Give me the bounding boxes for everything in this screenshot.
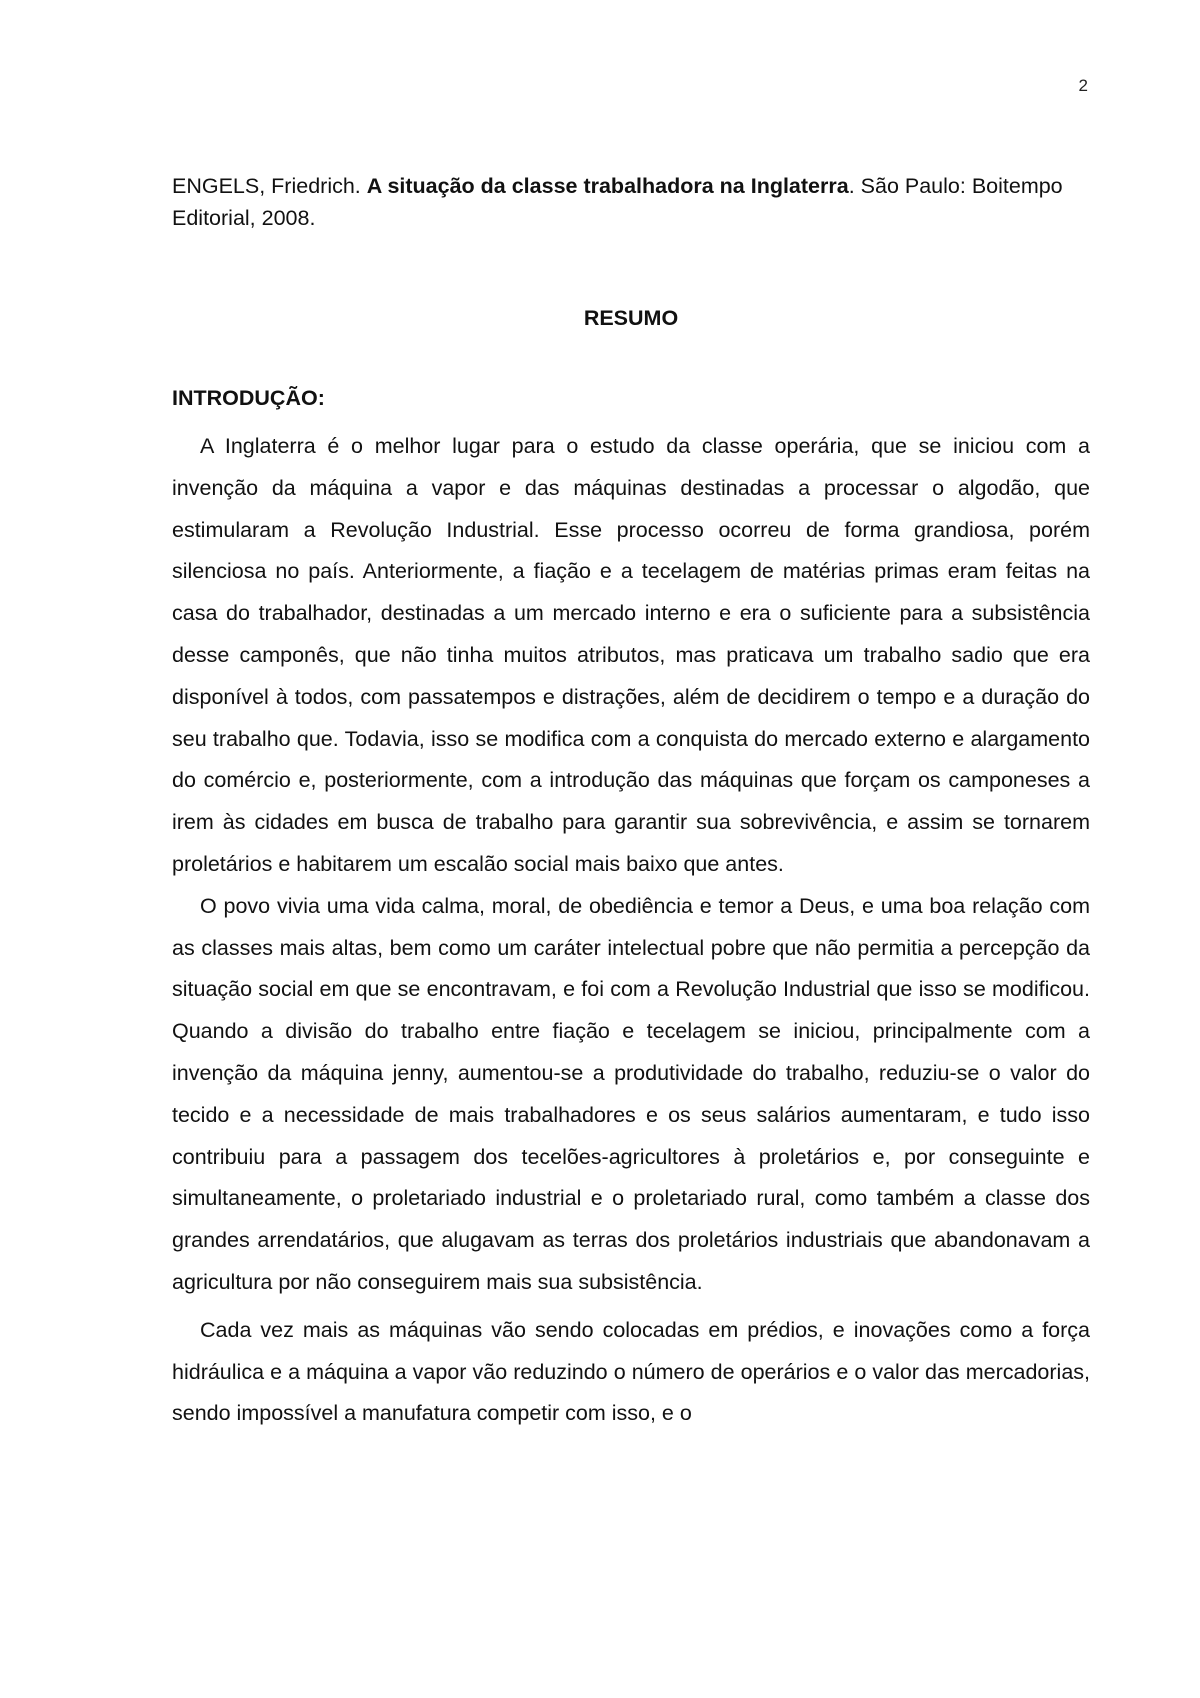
document-body [172, 170, 1090, 1435]
reference-title: A situação da classe trabalhadora na Inglaterra [366, 174, 849, 198]
document-title: RESUMO [583, 306, 679, 330]
bibliographic-reference [172, 170, 1090, 234]
reference-author: ENGELS, Friedrich. [172, 174, 367, 198]
paragraph-2: O povo vivia uma vida calma, moral, de obediência e temor a Deus, e uma boa relação com as classes mais altas, bem como um caráter intelectual pobre que não permitia a percepção da situação social em que se encontravam, e foi com a Revolução Industrial que isso se modificou. Quando a divisão do trabalho entre fiação e tecelagem se iniciou, principalmente com a invenção da máquina jenny, aumentou-se a produtividade do trabalho, reduziu-se o valor do tecido e a necessidade de mais trabalhadores e os seus salários aumentaram, e tudo isso contribuiu para a passagem dos tecelões-agricultores à proletários e, por conseguinte e simultaneamente, o proletariado industrial e o proletariado rural, como também a classe dos grandes arrendatários, que alugavam as terras dos proletários industriais que abandonavam a agricultura por não conseguirem mais sua subsistência. [172, 893, 1090, 1294]
page-number: 2 [1078, 76, 1088, 95]
reference-publisher: . São Paulo: Boitempo Editorial, 2008. [172, 174, 1063, 230]
paragraph-3: Cada vez mais as máquinas vão sendo colocadas em prédios, e inovações como a força hidráulica e a máquina a vapor vão reduzindo o número de operários e o valor das mercadorias, sendo impossível a manufatura competir com isso, e o [172, 1317, 1090, 1426]
paragraph-1: A Inglaterra é o melhor lugar para o estudo da classe operária, que se iniciou com a invenção da máquina a vapor e das máquinas destinadas a processar o algodão, que estimularam a Revolução Industrial. Esse processo ocorreu de forma grandiosa, porém silenciosa no país. Anteriormente, a fiação e a tecelagem de matérias primas eram feitas na casa do trabalhador, destinadas a um mercado interno e era o suficiente para a subsistência desse camponês, que não tinha muitos atributos, mas praticava um trabalho sadio que era disponível à todos, com passatempos e distrações, além de decidirem o tempo e a duração do seu trabalho que. Todavia, isso se modifica com a conquista do mercado externo e alargamento do comércio e, posteriormente, com a introdução das máquinas que forçam os camponeses a irem às cidades em busca de trabalho para garantir sua sobrevivência, e assim se tornarem proletários e habitarem um escalão social mais baixo que antes. [172, 434, 1090, 876]
section-heading: INTRODUÇÃO: [172, 386, 325, 410]
